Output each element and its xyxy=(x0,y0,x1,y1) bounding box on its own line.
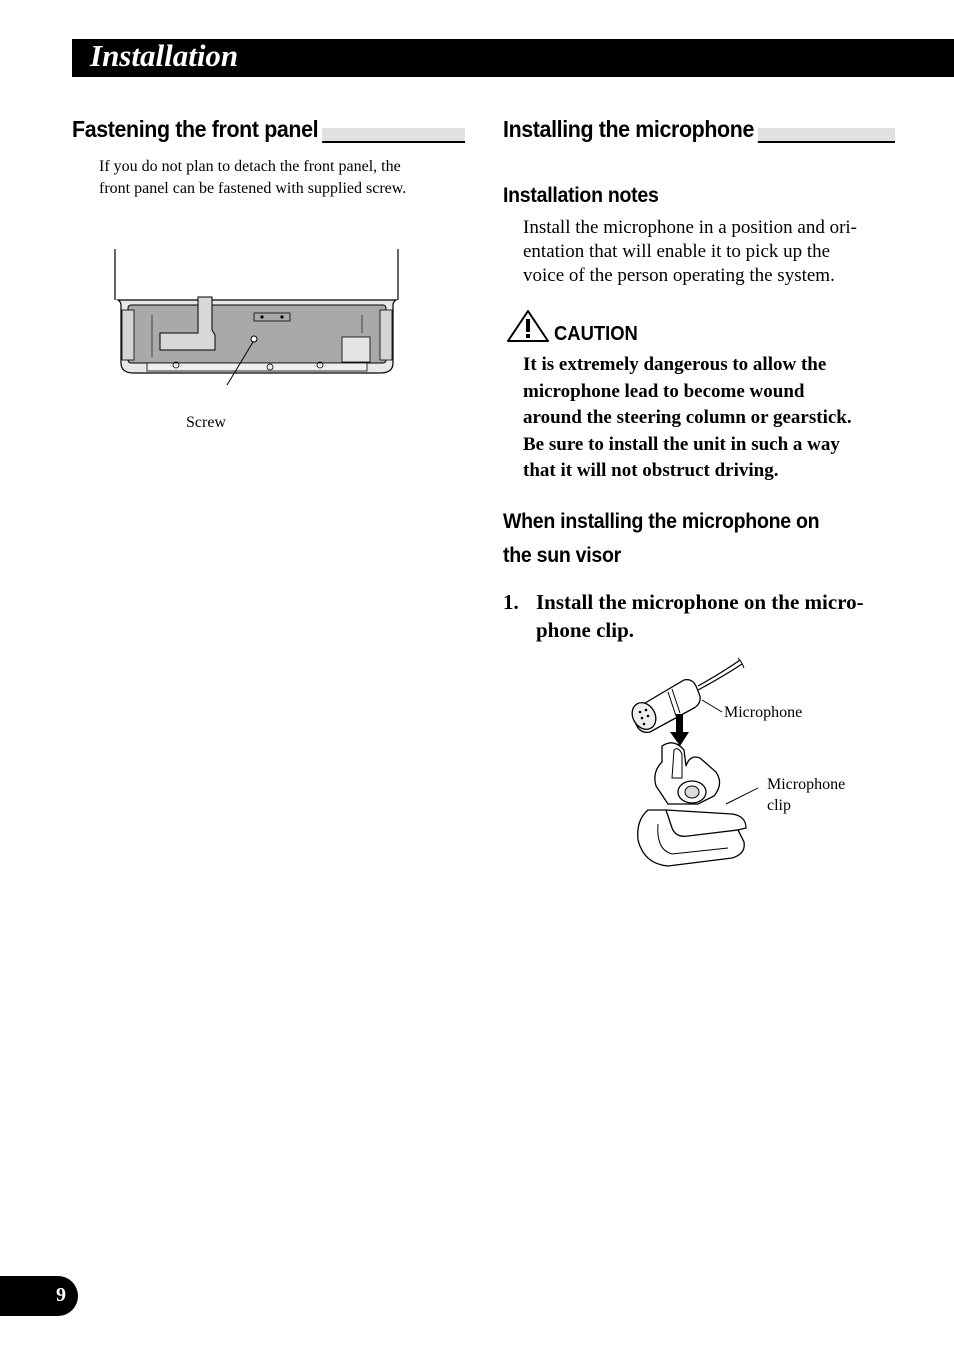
caution-text xyxy=(523,352,903,485)
page-number: 9 xyxy=(56,1284,66,1306)
installation-notes-text xyxy=(523,216,903,288)
notes-line: Install the microphone in a position and ori- xyxy=(523,217,858,238)
microphone-clip-illustration xyxy=(628,654,758,870)
sun-visor-heading xyxy=(503,505,819,573)
front-panel-illustration xyxy=(112,245,402,385)
sun-visor-heading-line: the sun visor xyxy=(503,544,621,567)
caution-line: Be sure to install the unit in such a way xyxy=(523,433,840,455)
step-line: phone clip. xyxy=(536,618,635,642)
intro-line: If you do not plan to detach the front panel, the xyxy=(99,158,401,175)
page-title: Installation xyxy=(90,38,239,73)
intro-line: front panel can be fastened with supplied screw. xyxy=(99,180,407,197)
clip-label-line: clip xyxy=(767,797,791,814)
microphone-label: Microphone xyxy=(724,704,803,721)
front-panel-intro xyxy=(99,156,469,200)
section-heading-front-panel xyxy=(72,116,465,148)
heading-text: Installing the microphone xyxy=(503,115,758,143)
section-heading-microphone xyxy=(503,116,895,148)
step-line: Install the microphone on the micro- xyxy=(536,590,864,614)
sun-visor-heading-line: When installing the microphone on xyxy=(503,510,820,533)
screw-label: Screw xyxy=(186,414,226,431)
caution-line: around the steering column or gearstick. xyxy=(523,407,852,428)
step-number: 1. xyxy=(503,590,519,614)
caution-line: microphone lead to become wound xyxy=(523,380,805,402)
notes-line: entation that will enable it to pick up the xyxy=(523,241,831,262)
installation-notes-heading: Installation notes xyxy=(503,184,659,207)
notes-line: voice of the person operating the system. xyxy=(523,265,835,286)
caution-line: that it will not obstruct driving. xyxy=(523,460,779,481)
page-number-tab xyxy=(0,1276,78,1316)
heading-text: Fastening the front panel xyxy=(72,115,322,143)
microphone-clip-label xyxy=(767,774,845,816)
warning-triangle-icon xyxy=(506,309,550,343)
step-1 xyxy=(503,588,903,644)
caution-label: CAUTION xyxy=(554,323,638,345)
clip-label-line: Microphone xyxy=(767,776,846,793)
header-bar xyxy=(72,39,954,77)
caution-line: It is extremely dangerous to allow the xyxy=(523,354,827,375)
